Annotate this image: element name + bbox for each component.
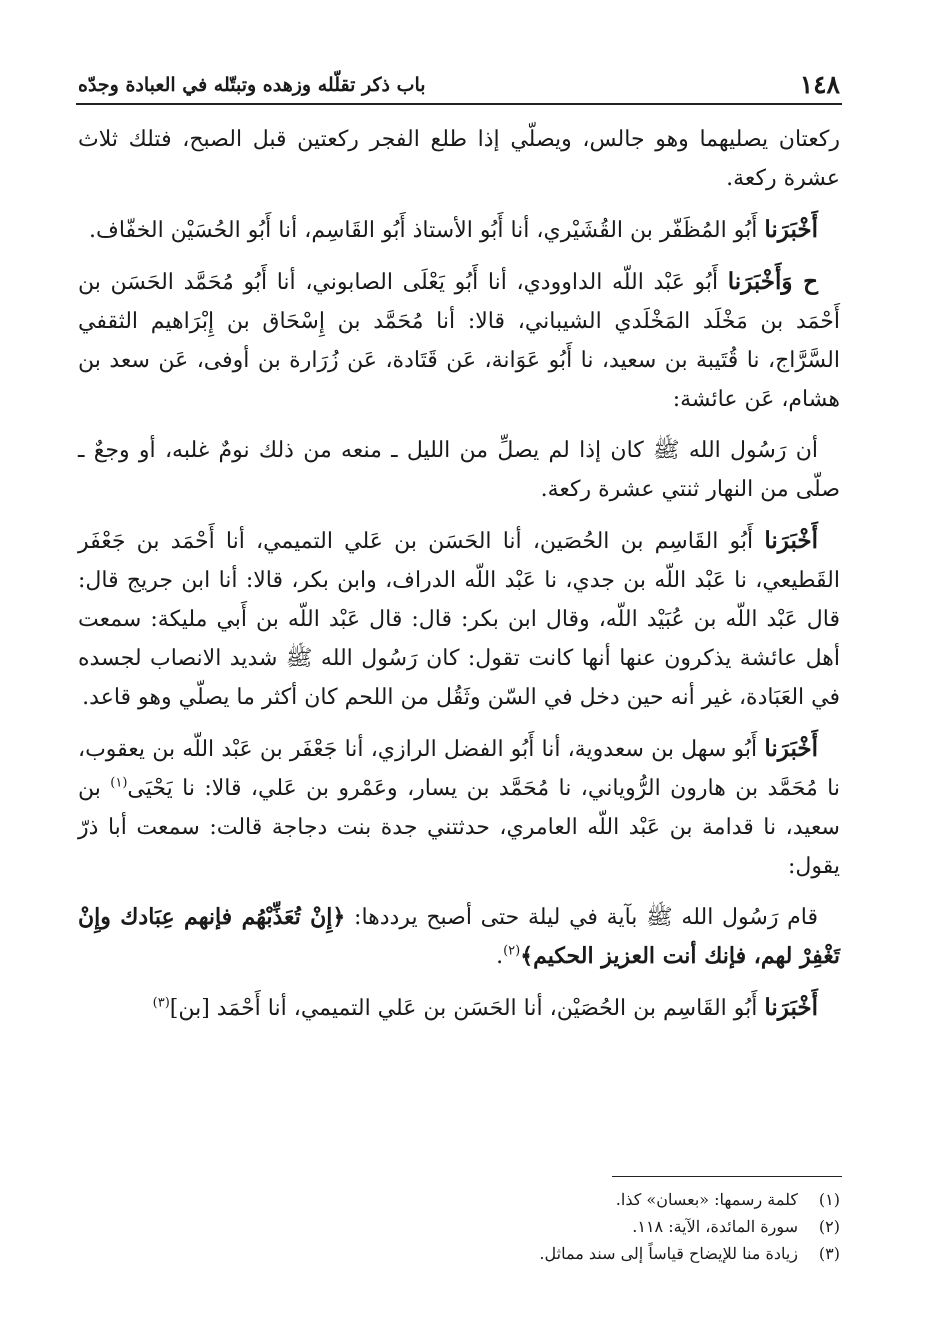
paragraph-text: .: [496, 944, 504, 969]
paragraph: [78, 262, 840, 419]
paragraph-lead: أَخْبَرَنا: [764, 994, 818, 1021]
paragraph-lead: أَخْبَرَنا: [764, 527, 818, 554]
footnote: [78, 1213, 840, 1240]
paragraph-text: بن سعيد، نا قدامة بن عَبْد اللّه العامري، حدثتني جدة بنت دجاجة قالت: سمعت أبا ذرّ يقول:: [78, 776, 840, 879]
paragraph-text: أَبُو عَبْد اللّه الداوودي، أنا أَبُو يَعْلَى الصابوني، أنا أَبُو مُحَمَّد الحَسَن بن أَحْمَد بن مَخْلَد المَخْلَدي الشيباني، قالا: أنا مُحَمَّد بن إِسْحَاق بن إِبْرَاهيم الثقفي السَّرَّاج، نا قُتَيبة بن سعيد، نا أَبُو عَوَانة، عَن قَتَادة، عَن زُرَارة بن أوفى، عَن سعد بن هشام، عَن عائشة:: [78, 270, 840, 412]
paragraph-lead: ح وَأَخْبَرَنا: [727, 268, 819, 295]
paragraph-text: أن رَسُول الله ﷺ كان إذا لم يصلِّ من الليل ـ منعه من ذلك نومٌ غلبه، أو وجعٌ ـ صلّى من النهار ثنتي عشرة ركعة.: [78, 438, 840, 502]
paragraph-text: ركعتان يصليهما وهو جالس، ويصلّي إذا طلع الفجر ركعتين قبل الصبح، فتلك ثلاث عشرة ركعة.: [78, 127, 840, 191]
running-title: باب ذكر تقلّله وزهده وتبتّله في العبادة وجدّه: [78, 74, 426, 96]
paragraph: [78, 120, 840, 198]
page-header: [78, 60, 840, 100]
footnote-text: كلمة رسمها: «بعسان» كذا.: [615, 1190, 798, 1209]
paragraph: [78, 898, 840, 976]
footnote-ref: (٢): [503, 943, 521, 959]
paragraph-lead: أَخْبَرَنا: [764, 216, 818, 243]
paragraph: [78, 729, 840, 886]
body-text: [78, 120, 840, 1040]
paragraph-text: أَبُو سهل بن سعدوية، أنا أَبُو الفضل الرازي، أنا جَعْفَر بن عَبْد اللّه بن يعقوب، نا مُحَمَّد بن هارون الرُّوياني، نا مُحَمَّد بن يسار، وعَمْرو بن عَلي، قالا: نا يَحْيَى: [78, 737, 841, 801]
paragraph-text: أَبُو القَاسِم بن الحُصَين، أنا الحَسَن بن عَلي التميمي، أنا أَحْمَد بن جَعْفَر القَطيعي، نا عَبْد اللّه بن جدي، نا عَبْد اللّه الدراف، وابن بكر، قالا: أنا ابن جريج قال: قال عَبْد اللّه بن عُبَيْد اللّه، وقال ابن بكر: قال: قال عَبْد اللّه بن أَبي مليكة: سمعت أهل عائشة يذكرون عنها أنها كانت تقول: كان رَسُول الله ﷺ شديد الانصاب لجسده في العَبَادة، غير أنه حين دخل في السّن وثَقُل من اللحم كان أكثر ما يصلّي وهو قاعد.: [78, 529, 840, 710]
paragraph: [78, 210, 840, 250]
footnote-ref: (٣): [152, 995, 170, 1011]
footnotes: [78, 1186, 840, 1267]
footnote-ref: (١): [110, 775, 128, 791]
paragraph: [78, 988, 840, 1028]
paragraph-text: أَبُو القَاسِم بن الحُصَيْن، أنا الحَسَن بن عَلي التميمي، أنا أَحْمَد [بن]: [169, 996, 765, 1021]
paragraph-lead: أَخْبَرَنا: [764, 735, 818, 762]
footnote-text: زيادة منا للإيضاح قياساً إلى سند مماثل.: [539, 1244, 798, 1263]
header-rule: [76, 103, 842, 105]
footnote-number: (١): [818, 1190, 840, 1209]
footnote: [78, 1186, 840, 1213]
paragraph: [78, 521, 840, 717]
footnote: [78, 1240, 840, 1267]
paragraph: [78, 431, 840, 509]
footnote-text: سورة المائدة، الآية: ١١٨.: [632, 1217, 798, 1236]
quran-verse: ﴿إِنْ تُعَذِّبْهُم فإنهم عِبَادك وإِنْ تَغْفِرْ لهم، فإنك أنت العزيز الحكيم﴾: [78, 904, 840, 969]
footnote-rule: [612, 1176, 842, 1177]
paragraph-text: قام رَسُول الله ﷺ بآية في ليلة حتى أصبح يرددها:: [345, 905, 819, 930]
footnote-number: (٣): [818, 1244, 840, 1263]
footnote-number: (٢): [818, 1217, 840, 1236]
page-number: ١٤٨: [799, 70, 840, 99]
paragraph-text: أَبُو المُظَفّر بن القُشَيْري، أنا أَبُو الأستاذ أَبُو القَاسِم، أنا أَبُو الحُسَيْن الخفّاف.: [89, 218, 765, 243]
